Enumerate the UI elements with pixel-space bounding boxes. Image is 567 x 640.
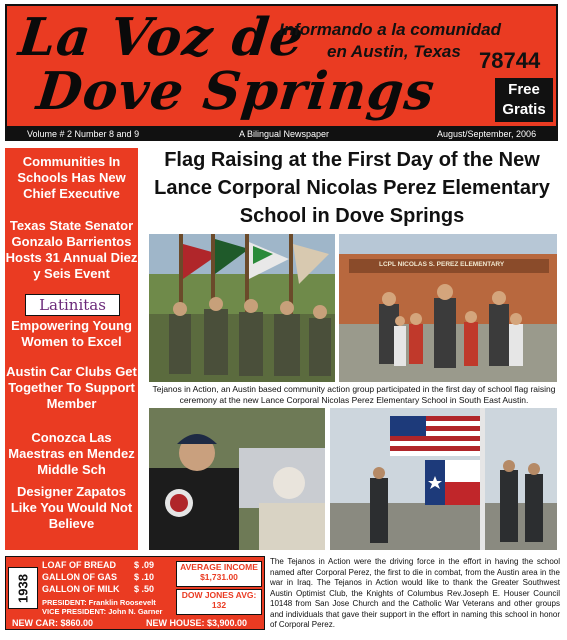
photo-caption: Tejanos in Action, an Austin based community action group participated in the first day of school flag raising ceremony at the new Lance Corporal Nicolas Perez Elementary School in South East Austin. xyxy=(152,384,556,405)
sidebar-item-maestras[interactable]: Conozca Las Maestras en Mendez Middle Sch xyxy=(8,430,135,477)
year-label: 1938 xyxy=(8,567,38,609)
vice-president: VICE PRESIDENT: John N. Garner xyxy=(42,607,163,616)
year-1938-box xyxy=(5,556,265,630)
sidebar-headlines xyxy=(5,148,138,550)
sidebar-item-zapatos[interactable]: Designer Zapatos Like You Would Not Believe xyxy=(10,484,133,531)
gas-label: GALLON OF GAS xyxy=(42,572,117,582)
average-income-box xyxy=(176,561,262,587)
tagline-line1: Informando a la comunidad xyxy=(279,20,501,39)
sidebar-item-communities[interactable]: Communities In Schools Has New Chief Executive xyxy=(17,154,126,201)
photo-tejanos-member xyxy=(149,408,325,550)
free-badge xyxy=(495,78,553,122)
dow-label: DOW JONES AVG: xyxy=(181,590,257,600)
gas-price: $ .10 xyxy=(134,572,155,582)
photo-school-group xyxy=(339,234,557,382)
dow-value: 132 xyxy=(211,600,227,610)
income-label: AVERAGE INCOME xyxy=(180,562,258,572)
president: PRESIDENT: Franklin Roosevelt xyxy=(42,598,156,607)
logo-title-line2: Dove Springs xyxy=(33,61,438,122)
free-label: Free xyxy=(508,81,540,98)
income-value: $1,731.00 xyxy=(200,572,238,582)
new-house-price: NEW HOUSE: $3,900.00 xyxy=(146,618,248,628)
school-sign-text: LCPL NICOLAS S. PEREZ ELEMENTARY xyxy=(379,261,505,268)
bread-label: LOAF OF BREAD xyxy=(42,560,116,570)
main-headline: Flag Raising at the First Day of the New Lance Corporal Nicolas Perez Elementary School in Dove Springs xyxy=(154,149,550,227)
volume-number: Volume # 2 Number 8 and 9 xyxy=(27,129,140,139)
gratis-label: Gratis xyxy=(502,101,546,118)
article-body: The Tejanos in Action were the driving force in the effort in having the school named after Corporal Perez, the first to die in combat, from the Austin area in the war in Iraq. The Tejanos in Action would like to thank the Greater Southwest Austin Optimist Club, the Knights of Columbus Rev.Joseph E. Houser Council 10148 from San Jose Church and the Catholic War Veterans and other groups and individuals that gave their support in the effort in naming this school in honor of Corporal Perez. xyxy=(270,557,560,629)
sidebar-item-senator[interactable]: Texas State Senator Gonzalo Barrientos Hosts 31 Annual Diez y Seis Event xyxy=(5,218,138,281)
sidebar-item-empowering[interactable]: Empowering Young Women to Excel xyxy=(11,318,132,349)
milk-label: GALLON OF MILK xyxy=(42,584,120,594)
milk-price: $ .50 xyxy=(134,584,155,594)
dow-jones-box xyxy=(176,589,262,615)
sidebar-item-car-clubs[interactable]: Austin Car Clubs Get Together To Support Member xyxy=(6,364,137,411)
paper-subtitle: A Bilingual Newspaper xyxy=(239,129,330,139)
issue-info-bar xyxy=(5,128,558,141)
bread-price: $ .09 xyxy=(134,560,155,570)
tagline-line2: en Austin, Texas xyxy=(327,42,461,61)
photo-flag-raising xyxy=(330,408,557,550)
photo-color-guard xyxy=(149,234,335,382)
zip-code: 78744 xyxy=(479,48,541,73)
masthead xyxy=(5,4,558,128)
new-car-price: NEW CAR: $860.00 xyxy=(12,618,94,628)
latinitas-logo: Latinitas xyxy=(25,294,120,316)
issue-date: August/September, 2006 xyxy=(437,129,537,139)
logo-title-line1: La Voz de xyxy=(15,7,307,68)
